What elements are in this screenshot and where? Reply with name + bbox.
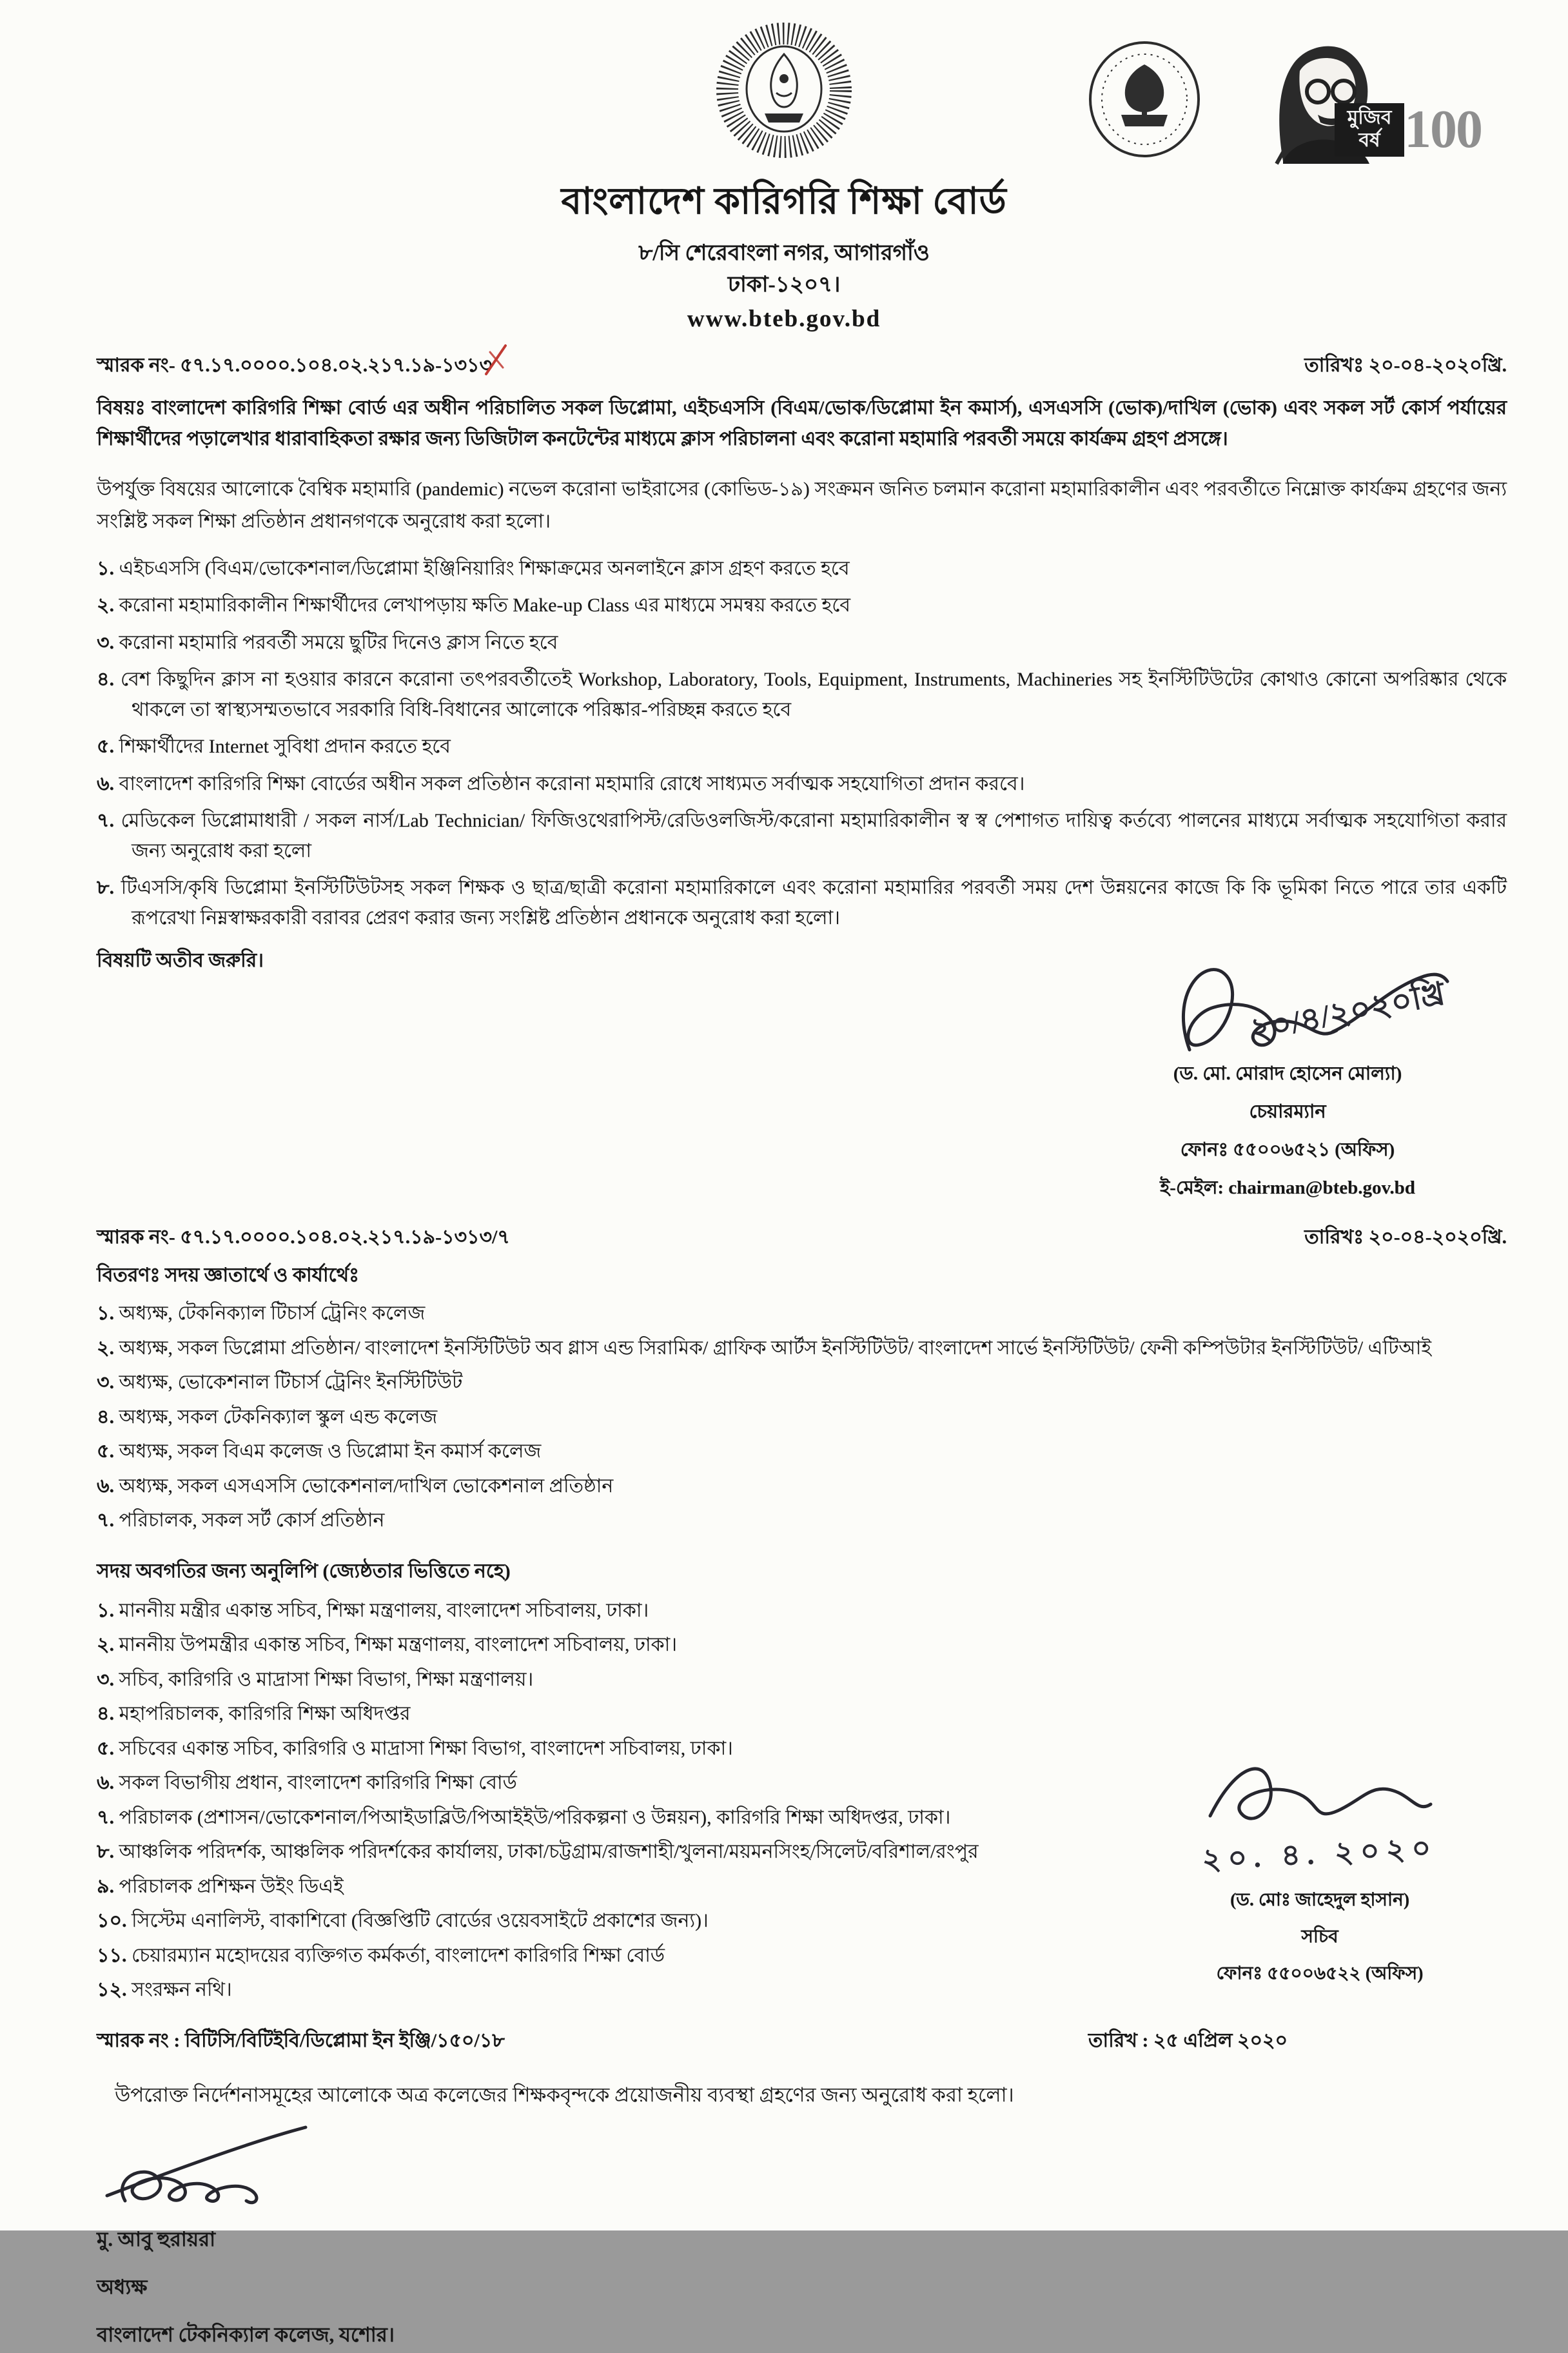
- chairman-phone: ফোনঃ ৫৫০০৬৫২১ (অফিস): [1180, 1139, 1395, 1161]
- directive-text: টিএসসি/কৃষি ডিপ্লোমা ইনস্টিটিউটসহ সকল শিক্ষক ও ছাত্র/ছাত্রী করোনা মহামারিকালে এবং করোনা মহামারির পরবর্তী সময় দেশ উন্নয়নের কাজে কি কি ভূমিকা নিতে পারে তার একটি রূপরেখা নিম্নস্বাক্ষরকারী বরাবর প্রেরণ করার জন্য সংশ্লিষ্ট প্রতিষ্ঠান প্রধানকে অনুরোধ করা হলো।: [121, 877, 1507, 929]
- bteb-seal-icon: [710, 17, 858, 167]
- directive-text: বেশ কিছুদিন ক্লাস না হওয়ার কারনে করোনা তৎপরবর্তীতেই Workshop, Laboratory, Tools, Equipment, Instruments, Machineries সহ ইনস্টিটিউটের কোথাও কোনো অপরিষ্কার থেকে থাকলে তা স্বাস্থ্যসম্মতভাবে সরকারি বিধি-বিধানের আলোকে পরিষ্কার-পরিচ্ছন্ন করতে হবে: [120, 669, 1507, 720]
- subject-line: বিষয়ঃ বাংলাদেশ কারিগরি শিক্ষা বোর্ড এর অধীন পরিচালিত সকল ডিপ্লোমা, এইচএসসি (বিএম/ভোক/ডিপ্লোমা ইন কমার্স), এসএসসি (ভোক)/দাখিল (ভোক) এবং সকল সর্ট কোর্স পর্যায়ের শিক্ষার্থীদের পড়ালেখার ধারাবাহিকতা রক্ষার জন্য ডিজিটাল কনটেন্টের মাধ্যমে ক্লাস পরিচালনা এবং করোনা মহামারি পরবর্তী সময়ে কার্যক্রম গ্রহণ প্রসঙ্গে।: [97, 397, 1507, 450]
- copy-number: ১১.: [97, 1944, 127, 1966]
- distribution-item: [97, 1368, 1507, 1398]
- directive-item: [97, 873, 1507, 933]
- copy-text: পরিচালক (প্রশাসন/ভোকেশনাল/পিআইডাব্লিউ/পিআইইউ/পরিকল্পনা ও উন্নয়ন), কারিগরি শিক্ষা অধিদপ্তর, ঢাকা।: [119, 1806, 951, 1828]
- distribution-text: অধ্যক্ষ, সকল টেকনিক্যাল স্কুল এন্ড কলেজ: [119, 1406, 438, 1428]
- distribution-text: পরিচালক, সকল সর্ট কোর্স প্রতিষ্ঠান: [119, 1510, 385, 1531]
- mujib-100-logo: [1238, 26, 1482, 181]
- principal-name: মু. আবু হুরায়রা: [97, 2227, 216, 2250]
- distribution-item: [97, 1437, 1507, 1467]
- directive-item: [97, 591, 1507, 621]
- directive-number: ৫.: [97, 736, 114, 758]
- distribution-number: ২.: [97, 1337, 115, 1359]
- distribution-number: ৫.: [97, 1441, 114, 1462]
- directive-item: [97, 806, 1507, 866]
- copy-text: সচিব, কারিগরি ও মাদ্রাসা শিক্ষা বিভাগ, শিক্ষা মন্ত্রণালয়।: [119, 1668, 534, 1690]
- memo-date-3: তারিখ : ২৫ এপ্রিল ২০২০: [1088, 2029, 1288, 2051]
- chairman-email: ই-মেইল: chairman@bteb.gov.bd: [1160, 1177, 1415, 1199]
- directive-number: ৪.: [97, 669, 114, 691]
- directive-number: ২.: [97, 595, 115, 616]
- directive-item: [97, 732, 1507, 762]
- distribution-item: [97, 1299, 1507, 1329]
- memo-row-3: [97, 2025, 1507, 2058]
- copy-text: সংরক্ষন নথি।: [131, 1979, 232, 2001]
- education-ministry-seal-icon: [1086, 40, 1202, 162]
- copy-number: ১২.: [97, 1979, 127, 2001]
- memo-date-2: তারিখঃ ২০-০৪-২০২০খ্রি.: [1304, 1226, 1507, 1248]
- distribution-text: অধ্যক্ষ, সকল এসএসসি ভোকেশনাল/দাখিল ভোকেশনাল প্রতিষ্ঠান: [119, 1475, 614, 1497]
- address-line-1: ৮/সি শেরেবাংলা নগর, আগারগাঁও: [638, 241, 930, 265]
- distribution-list: [97, 1299, 1507, 1536]
- directive-item: [97, 628, 1507, 658]
- secretary-name: (ড. মোঃ জাহেদুল হাসান): [1230, 1889, 1410, 1910]
- secretary-handwritten-date: ২০. ৪. ২০২০: [1201, 1831, 1438, 1876]
- opening-paragraph: উপর্যুক্ত বিষয়ের আলোকে বৈশ্বিক মহামারি (pandemic) নভেল করোনা ভাইরাসের (কোভিড-১৯) সংক্রমন জনিত চলমান করোনা মহামারিকালীন এবং পরবর্তীতে নিম্নোক্ত কার্যক্রম গ্রহণের জন্য সংশ্লিষ্ট সকল শিক্ষা প্রতিষ্ঠান প্রধানগণকে অনুরোধ করা হলো।: [97, 478, 1507, 533]
- secretary-phone: ফোনঃ ৫৫০০৬৫২২ (অফিস): [1216, 1963, 1424, 1984]
- memo-row-1: [97, 350, 1507, 382]
- chairman-name: (ড. মো. মোরাদ হোসেন মোল্যা): [1173, 1063, 1402, 1085]
- memo-row-2: [97, 1221, 1507, 1254]
- copy-text: মাননীয় মন্ত্রীর একান্ত সচিব, শিক্ষা মন্ত্রণালয়, বাংলাদেশ সচিবালয়, ঢাকা।: [119, 1599, 649, 1621]
- memo-number-1-text: স্মারক নং- ৫৭.১৭.০০০০.১০৪.০২.২১৭.১৯-১৩১৩: [97, 354, 492, 376]
- distribution-number: ৩.: [97, 1372, 115, 1393]
- directive-number: ৩.: [97, 631, 115, 653]
- distribution-number: ৭.: [97, 1510, 115, 1531]
- copy-number: ১০.: [97, 1910, 127, 1932]
- forwarding-note: উপরোক্ত নির্দেশনাসমূহের আলোকে অত্র কলেজের শিক্ষকবৃন্দকে প্রয়োজনীয় ব্যবস্থা গ্রহণের জন্য অনুরোধ করা হলো।: [115, 2083, 1014, 2106]
- red-pen-mark-icon: [481, 342, 511, 378]
- principal-institution: বাংলাদেশ টেকনিক্যাল কলেজ, যশোর।: [97, 2323, 395, 2346]
- copy-text: আঞ্চলিক পরিদর্শক, আঞ্চলিক পরিদর্শকের কার্যালয়, ঢাকা/চট্টগ্রাম/রাজশাহী/খুলনা/ময়মনসিংহ/সিলেট/বরিশাল/রংপুর: [119, 1841, 979, 1863]
- copy-text: সকল বিভাগীয় প্রধান, বাংলাদেশ কারিগরি শিক্ষা বোর্ড: [119, 1772, 517, 1794]
- directive-number: ৭.: [97, 810, 115, 832]
- distribution-item: [97, 1506, 1507, 1536]
- secretary-signature-block: [1152, 1744, 1487, 1989]
- distribution-number: ৬.: [97, 1475, 115, 1497]
- copy-number: ৮.: [97, 1841, 114, 1863]
- distribution-text: অধ্যক্ষ, সকল বিএম কলেজ ও ডিপ্লোমা ইন কমার্স কলেজ: [119, 1441, 542, 1462]
- directive-number: ১.: [97, 557, 114, 579]
- copy-number: ৭.: [97, 1806, 115, 1828]
- directive-item: [97, 769, 1507, 800]
- distribution-heading: বিতরণঃ সদয় জ্ঞাতার্থে ও কার্যার্থেঃ: [97, 1265, 360, 1286]
- copy-number: ৩.: [97, 1668, 115, 1690]
- distribution-item: [97, 1472, 1507, 1502]
- website-url: www.bteb.gov.bd: [687, 305, 881, 332]
- directive-text: মেডিকেল ডিপ্লোমাধারী / সকল নার্স/Lab Technician/ ফিজিওথেরাপিস্ট/রেডিওলজিস্ট/করোনা মহামারিকালীন স্ব স্ব পেশাগত দায়িত্ব কর্তব্যে পালনের মাধ্যমে সর্বাত্মক সহযোগিতা করার জন্য অনুরোধ করা হলো: [121, 810, 1507, 861]
- chairman-signature-block: [1088, 948, 1487, 1205]
- copy-text: সচিবের একান্ত সচিব, কারিগরি ও মাদ্রাসা শিক্ষা বিভাগ, বাংলাদেশ সচিবালয়, ঢাকা।: [119, 1737, 733, 1759]
- chairman-handwritten-date: ২০/৪/২০২০খ্রি: [1246, 975, 1448, 1049]
- address-line-2: ঢাকা-১২০৭।: [727, 273, 841, 297]
- distribution-number: ৪.: [97, 1406, 114, 1428]
- distribution-item: [97, 1334, 1507, 1364]
- directives-list: [97, 554, 1507, 934]
- directive-text: করোনা মহামারিকালীন শিক্ষার্থীদের লেখাপড়ায় ক্ষতি Make-up Class এর মাধ্যমে সমন্বয় করতে হবে: [119, 595, 850, 616]
- copy-text: সিস্টেম এনালিস্ট, বাকাশিবো (বিজ্ঞপ্তিটি বোর্ডের ওয়েবসাইটে প্রকাশের জন্য)।: [131, 1910, 709, 1932]
- directive-text: বাংলাদেশ কারিগরি শিক্ষা বোর্ডের অধীন সকল প্রতিষ্ঠান করোনা মহামারি রোধে সাধ্যমত সর্বাত্মক সহযোগিতা প্রদান করবে।: [119, 773, 1025, 794]
- mujib-100-number: 100: [1404, 99, 1482, 159]
- copy-number: ৬.: [97, 1772, 115, 1794]
- directive-number: ৬.: [97, 773, 115, 794]
- copy-item: [97, 1665, 1507, 1695]
- memo-number-1: [97, 350, 492, 382]
- copy-text: পরিচালক প্রশিক্ষন উইং ডিএই: [119, 1875, 344, 1897]
- distribution-item: [97, 1403, 1507, 1433]
- copy-item: [97, 1596, 1507, 1626]
- copy-text: মাননীয় উপমন্ত্রীর একান্ত সচিব, শিক্ষা মন্ত্রণালয়, বাংলাদেশ সচিবালয়, ঢাকা।: [119, 1634, 677, 1656]
- urgency-note: বিষয়টি অতীব জরুরি।: [97, 950, 264, 972]
- copy-item: [97, 1630, 1507, 1660]
- principal-title: অধ্যক্ষ: [97, 2275, 148, 2298]
- principal-signature-icon: [97, 2118, 380, 2215]
- distribution-text: অধ্যক্ষ, ভোকেশনাল টিচার্স ট্রেনিং ইনস্টিটিউট: [119, 1372, 463, 1393]
- copy-number: ৯.: [97, 1875, 114, 1897]
- principal-signature-block: [97, 2118, 1507, 2353]
- distribution-number: ১.: [97, 1303, 114, 1324]
- memo-number-3: স্মারক নং : বিটিসি/বিটিইবি/ডিপ্লোমা ইন ইঞ্জি/১৫০/১৮: [97, 2029, 505, 2051]
- board-title: বাংলাদেশ কারিগরি শিক্ষা বোর্ড: [561, 181, 1007, 222]
- directive-item: [97, 665, 1507, 725]
- mujib-caption-line2: বর্ষ: [1358, 129, 1380, 151]
- mujib-caption-line1: মুজিব: [1347, 107, 1392, 128]
- secretary-signature-icon: [1197, 1744, 1442, 1840]
- copy-number: ১.: [97, 1599, 114, 1621]
- copy-number: ২.: [97, 1634, 115, 1656]
- secretary-title: সচিব: [1301, 1926, 1338, 1947]
- directive-text: শিক্ষার্থীদের Internet সুবিধা প্রদান করতে হবে: [119, 736, 451, 758]
- mujib-caption: [1335, 103, 1404, 157]
- directive-text: এইচএসসি (বিএম/ভোকেশনাল/ডিপ্লোমা ইঞ্জিনিয়ারিং শিক্ষাক্রমের অনলাইনে ক্লাস গ্রহণ করতে হবে: [119, 557, 850, 579]
- distribution-text: অধ্যক্ষ, টেকনিক্যাল টিচার্স ট্রেনিং কলেজ: [119, 1303, 426, 1324]
- copy-text: চেয়ারম্যান মহোদয়ের ব্যক্তিগত কর্মকর্তা, বাংলাদেশ কারিগরি শিক্ষা বোর্ড: [131, 1944, 665, 1966]
- directive-item: [97, 554, 1507, 584]
- distribution-text: অধ্যক্ষ, সকল ডিপ্লোমা প্রতিষ্ঠান/ বাংলাদেশ ইনস্টিটিউট অব গ্লাস এন্ড সিরামিক/ গ্রাফিক আর্টস ইনস্টিটিউট/ বাংলাদেশ সার্ভে ইনস্টিটিউট/ ফেনী কম্পিউটার ইনস্টিটিউট/ এটিআই: [119, 1337, 1431, 1359]
- copies-heading: সদয় অবগতির জন্য অনুলিপি (জ্যেষ্ঠতার ভিত্তিতে নহে): [97, 1560, 511, 1582]
- copy-text: মহাপরিচালক, কারিগরি শিক্ষা অধিদপ্তর: [119, 1703, 411, 1725]
- copy-number: ৪.: [97, 1703, 114, 1725]
- chairman-title: চেয়ারম্যান: [1249, 1101, 1326, 1123]
- copy-number: ৫.: [97, 1737, 114, 1759]
- copies-section: [97, 1555, 1507, 2005]
- directive-number: ৮.: [97, 877, 114, 899]
- copy-item: [97, 1699, 1507, 1729]
- memo-number-2: স্মারক নং- ৫৭.১৭.০০০০.১০৪.০২.২১৭.১৯-১৩১৩/৭: [97, 1226, 510, 1248]
- directive-text: করোনা মহামারি পরবর্তী সময়ে ছুটির দিনেও ক্লাস নিতে হবে: [119, 631, 558, 653]
- memo-date-1: তারিখঃ ২০-০৪-২০২০খ্রি.: [1304, 354, 1507, 376]
